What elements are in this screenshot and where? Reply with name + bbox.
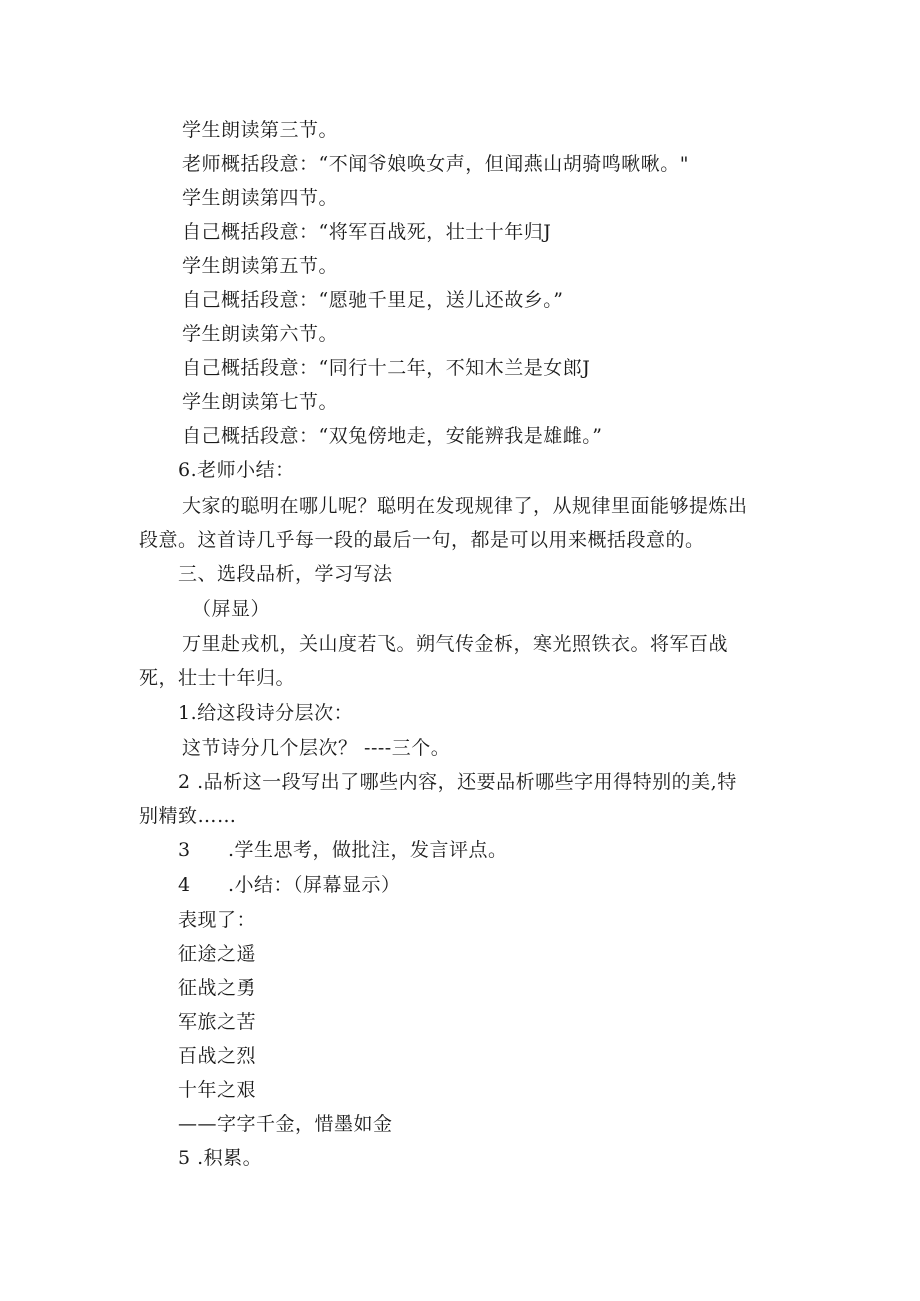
list-item: 别精致……: [139, 805, 237, 827]
list-text: .小结：（屏幕显示）: [228, 874, 401, 896]
text-line: 自己概括段意：“将军百战死，壮士十年归J: [182, 221, 552, 243]
summary-line: ——字字千金，惜墨如金: [178, 1113, 393, 1135]
list-item: 1.给这段诗分层次：: [178, 702, 354, 724]
poem-line: 万里赴戎机，关山度若飞。朔气传金柝，寒光照铁衣。将军百战: [182, 633, 729, 655]
text-line: 自己概括段意：“愿驰千里足，送儿还故乡。”: [182, 289, 564, 311]
list-item: 这节诗分几个层次？ ----三个。: [182, 737, 451, 759]
text-line: 自己概括段意：“双兔傍地走，安能辨我是雄雌。”: [182, 425, 603, 447]
section-heading: 三、选段品析，学习写法: [178, 563, 393, 585]
paragraph-line: 段意。这首诗几乎每一段的最后一句，都是可以用来概括段意的。: [139, 529, 705, 551]
section-heading: 6.老师小结：: [178, 459, 295, 481]
summary-line: 十年之艰: [178, 1079, 257, 1101]
paragraph-line: 大家的聪明在哪儿呢？聪明在发现规律了，从规律里面能够提炼出: [182, 495, 748, 517]
list-item: 5 .积累。: [178, 1147, 263, 1169]
text-line: 学生朗读第三节。: [182, 119, 339, 141]
list-item: 2 .品析这一段写出了哪些内容，还要品析哪些字用得特别的美,特: [178, 771, 737, 793]
summary-line: 征战之勇: [178, 977, 257, 999]
text-line: 学生朗读第六节。: [182, 323, 339, 345]
summary-line: 征途之遥: [178, 943, 257, 965]
poem-line: 死，壮士十年归。: [139, 667, 296, 689]
summary-line: 军旅之苦: [178, 1011, 257, 1033]
list-number: 3: [178, 839, 191, 861]
text-line: 学生朗读第七节。: [182, 391, 339, 413]
list-item: [178, 838, 508, 862]
list-number: 4: [178, 874, 191, 896]
text-line: 学生朗读第五节。: [182, 255, 339, 277]
text-line: 老师概括段意：“不闻爷娘唤女声，但闻燕山胡骑鸣啾啾。": [182, 153, 689, 175]
list-item: [178, 873, 401, 897]
list-text: .学生思考，做批注，发言评点。: [228, 839, 508, 861]
summary-line: 百战之烈: [178, 1045, 257, 1067]
summary-line: 表现了：: [178, 909, 257, 931]
screen-note: （屏显）: [192, 598, 271, 620]
text-line: 自己概括段意：“同行十二年，不知木兰是女郎J: [182, 357, 591, 379]
text-line: 学生朗读第四节。: [182, 187, 339, 209]
